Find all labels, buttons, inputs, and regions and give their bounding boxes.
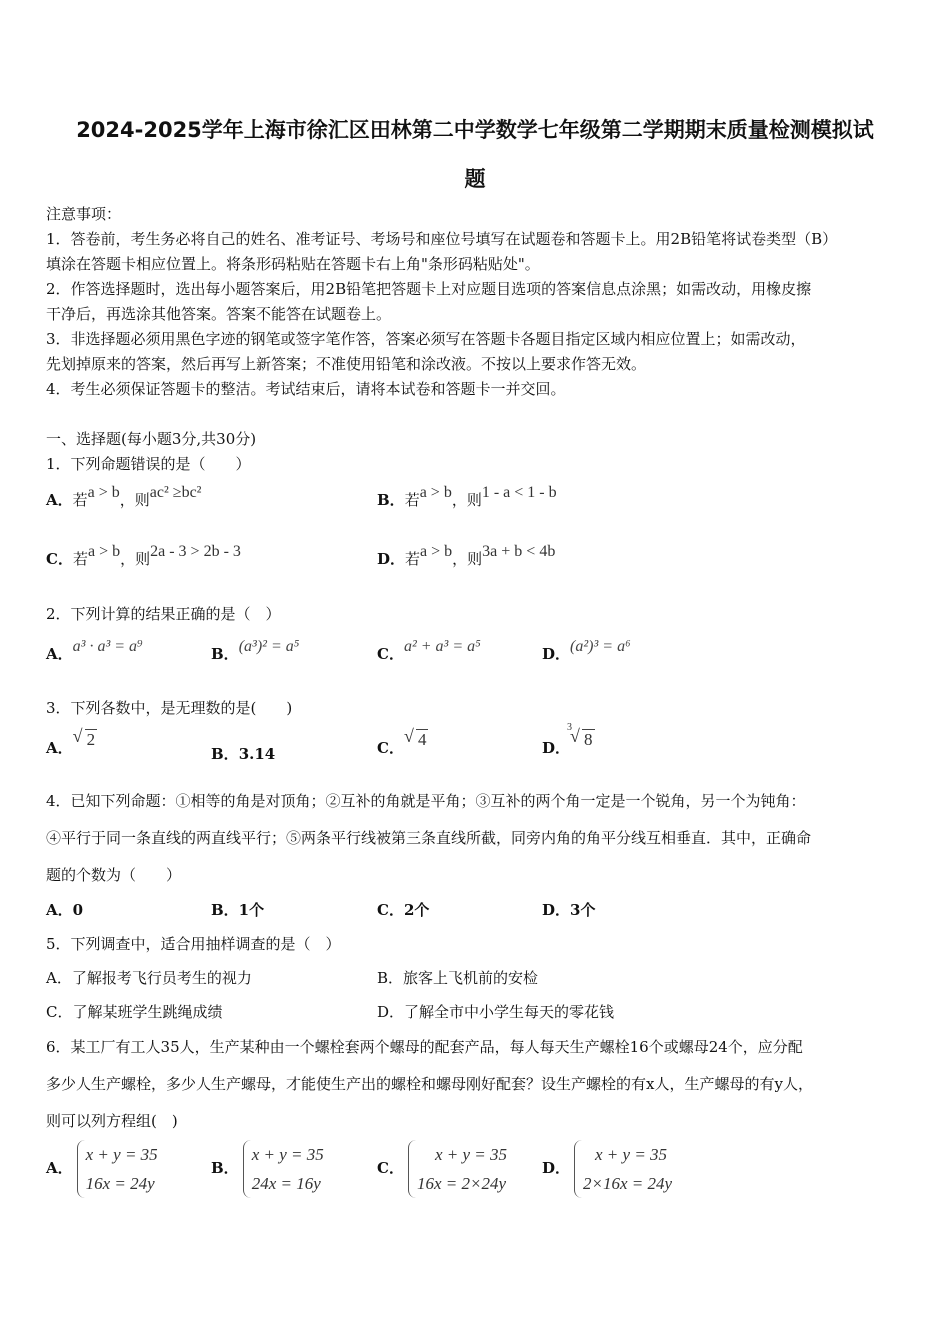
section-heading: 一、选择题(每小题3分,共30分) (46, 430, 257, 448)
option-text: ，则 (452, 550, 483, 568)
cube-root-expr (567, 722, 595, 750)
radicand: 8 (584, 730, 593, 749)
question-4-line: ④平行于同一条直线的两直线平行；⑤两条平行线被第三条直线所截，同旁内角的角平分线互相垂直．其中，正确命 (46, 829, 812, 847)
question-4-line: 4．已知下列命题：①相等的角是对顶角；②互补的角就是平角；③互补的两个角一定是一个锐角，另一个为钝角： (46, 792, 806, 810)
equation: 2×16x = 24y (583, 1174, 673, 1193)
q6-option-a (46, 1140, 158, 1198)
equation-system (77, 1140, 158, 1198)
q5-option-c: C．了解某班学生跳绳成绩 (46, 1003, 223, 1021)
option-text: 若 (72, 550, 88, 568)
question-1-stem: 1．下列命题错误的是（ ） (46, 455, 251, 473)
math-expr: (a²)³ = a⁶ (570, 638, 631, 655)
option-label: C． (377, 645, 404, 663)
q2-option-d (542, 638, 631, 664)
sqrt-expr (416, 729, 429, 750)
q4-option-d: D．3个 (542, 901, 596, 919)
option-label: D． (377, 550, 406, 568)
math-expr: a > b (419, 484, 452, 501)
notice-line: 4．考生必须保证答题卡的整洁。考试结束后，请将本试卷和答题卡一并交回。 (46, 380, 566, 398)
math-expr: 1 - a < 1 - b (481, 484, 557, 501)
equation: x + y = 35 (595, 1145, 668, 1164)
option-label: D． (542, 1159, 571, 1177)
question-6-line: 6．某工厂有工人35人，生产某种由一个螺栓套两个螺母的配套产品，每人每天生产螺栓16个或螺母24个，应分配 (46, 1038, 803, 1056)
q3-option-a (46, 730, 97, 758)
option-label: A． (46, 1159, 73, 1177)
question-3-stem: 3．下列各数中，是无理数的是( ) (46, 699, 293, 717)
equation: 16x = 2×24y (416, 1174, 506, 1193)
option-text: 3.14 (238, 745, 276, 763)
math-expr: a > b (420, 543, 453, 560)
q2-option-a (46, 638, 143, 664)
math-expr: a > b (87, 484, 120, 501)
option-label: A． (46, 491, 73, 509)
option-label: D． (542, 739, 571, 757)
sqrt-expr (85, 729, 98, 750)
notice-line: 3．非选择题必须用黑色字迹的钢笔或签字笔作答，答案必须写在答题卡各题目指定区域内相应位置上；如需改动， (46, 330, 806, 348)
notice-line: 干净后，再选涂其他答案。答案不能答在试题卷上。 (46, 305, 392, 323)
option-label: A． (46, 645, 73, 663)
q5-option-a: A．了解报考飞行员考生的视力 (46, 969, 252, 987)
q5-option-d: D．了解全市中小学生每天的零花钱 (377, 1003, 615, 1021)
q5-option-b: B．旅客上飞机前的安检 (377, 969, 539, 987)
q4-option-c: C．2个 (377, 901, 430, 919)
radicand: 4 (417, 730, 427, 749)
math-expr: (a³)² = a⁵ (238, 638, 300, 655)
notice-line: 2．作答选择题时，选出每小题答案后，用2B铅笔把答题卡上对应题目选项的答案信息点涂黑；如需改动，用橡皮擦 (46, 280, 812, 298)
q3-option-c (377, 730, 428, 758)
root-index: √ 3 (567, 722, 573, 733)
option-label: B． (377, 491, 405, 509)
q4-option-a: A．0 (46, 901, 84, 919)
equation: 24x = 16y (251, 1174, 321, 1193)
option-label: C． (377, 739, 404, 757)
option-text: ，则 (120, 550, 151, 568)
option-text: 若 (405, 550, 421, 568)
q1-option-d (377, 543, 556, 569)
exam-title-line1: 2024-2025学年上海市徐汇区田林第二中学数学七年级第二学期期末质量检测模拟试 (76, 118, 874, 142)
question-4-line: 题的个数为（ ） (46, 866, 182, 884)
option-label: D． (542, 645, 571, 663)
math-expr: a² + a³ = a⁵ (403, 638, 481, 655)
notice-line: 填涂在答题卡相应位置上。将条形码粘贴在答题卡右上角"条形码粘贴处"。 (46, 255, 540, 273)
option-label: C． (46, 550, 73, 568)
option-text: ，则 (119, 491, 150, 509)
q6-option-c (377, 1140, 507, 1198)
equation: x + y = 35 (85, 1145, 158, 1164)
equation-system (574, 1140, 672, 1198)
option-label: A． (46, 739, 73, 757)
math-expr: 2a - 3 > 2b - 3 (150, 543, 241, 560)
equation-system (408, 1140, 507, 1198)
question-2-stem: 2．下列计算的结果正确的是（ ） (46, 605, 281, 623)
math-expr: ac² ≥bc² (149, 484, 202, 501)
notice-heading: 注意事项： (46, 205, 122, 223)
option-text: 若 (404, 491, 420, 509)
option-label: C． (377, 1159, 404, 1177)
q1-option-c (46, 543, 241, 569)
q3-option-b (211, 743, 275, 764)
question-5-stem: 5．下列调查中，适合用抽样调查的是（ ） (46, 935, 341, 953)
math-expr: a > b (87, 543, 121, 560)
q1-option-b (377, 484, 557, 510)
equation: 16x = 24y (85, 1174, 155, 1193)
option-label: B． (211, 745, 239, 763)
notice-line: 1．答卷前，考生务必将自己的姓名、准考证号、考场号和座位号填写在试题卷和答题卡上。用2B铅笔将试卷类型（B） (46, 230, 838, 248)
math-expr: a³ · a³ = a⁹ (72, 638, 143, 655)
equation-system (243, 1140, 324, 1198)
option-label: B． (211, 645, 239, 663)
q1-option-a (46, 484, 202, 510)
option-text: ，则 (451, 491, 482, 509)
radicand: 2 (86, 730, 96, 749)
q2-option-c (377, 638, 481, 664)
option-text: 若 (72, 491, 88, 509)
math-expr: 3a + b < 4b (482, 543, 556, 560)
equation: x + y = 35 (434, 1145, 507, 1164)
exam-title-line2: 题 (464, 167, 486, 191)
q2-option-b (211, 638, 300, 664)
q6-option-b (211, 1140, 324, 1198)
q3-option-d (542, 722, 595, 758)
equation: x + y = 35 (251, 1145, 324, 1164)
question-6-line: 则可以列方程组( ) (46, 1112, 178, 1130)
option-label: B． (211, 1159, 239, 1177)
q6-option-d (542, 1140, 672, 1198)
notice-line: 先划掉原来的答案，然后再写上新答案；不准使用铅笔和涂改液。不按以上要求作答无效。 (46, 355, 647, 373)
q4-option-b: B．1个 (211, 901, 265, 919)
question-6-line: 多少人生产螺栓，多少人生产螺母，才能使生产出的螺栓和螺母刚好配套？设生产螺栓的有x人，生产螺母的有y人， (46, 1075, 813, 1093)
